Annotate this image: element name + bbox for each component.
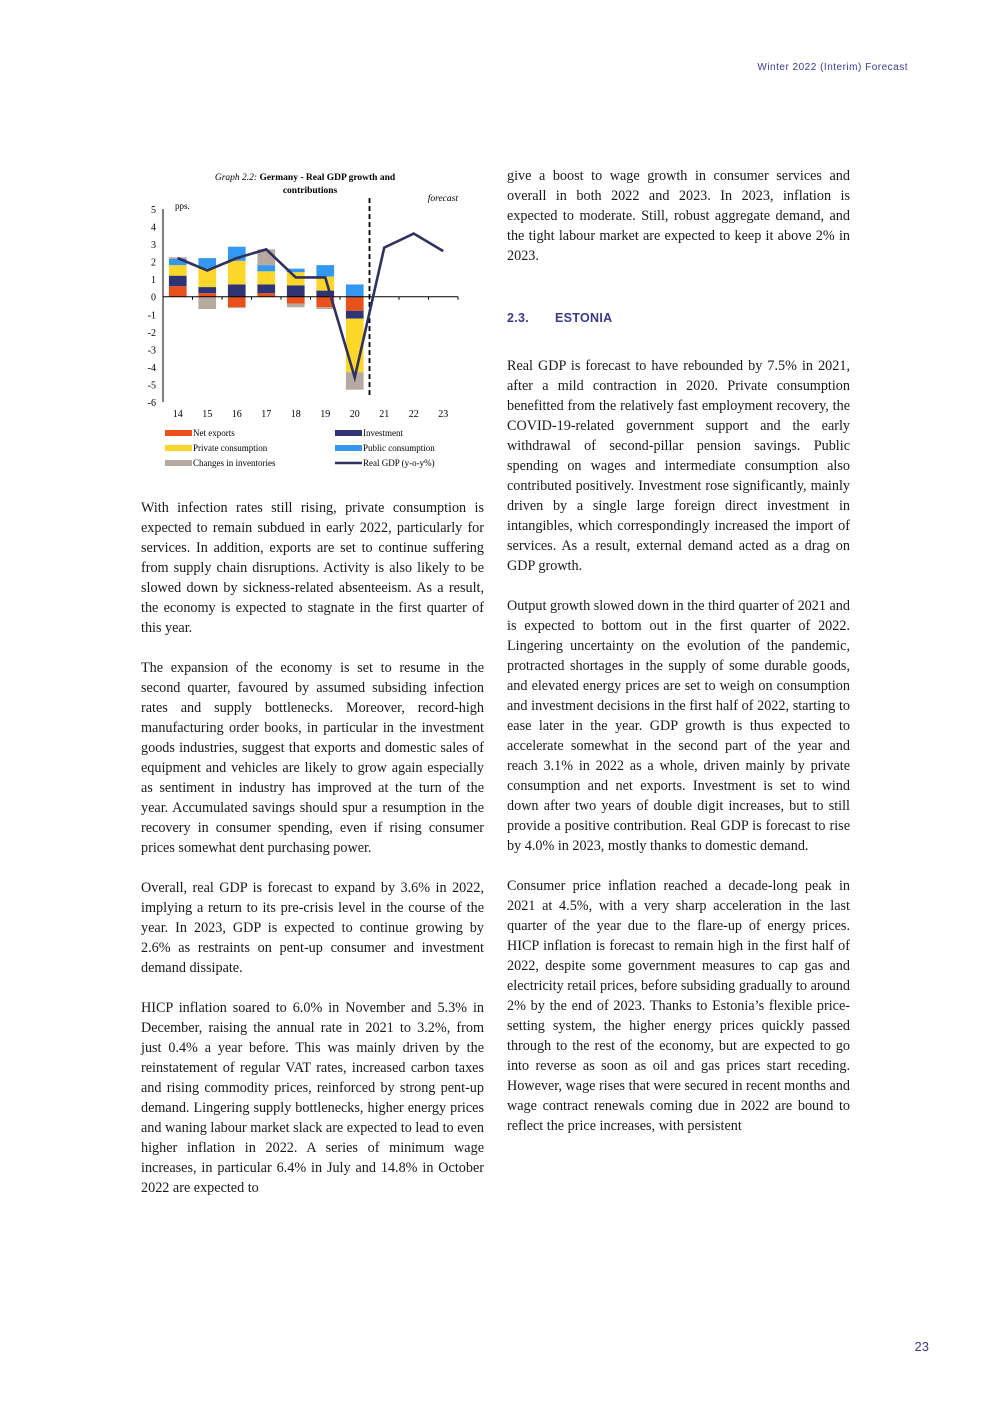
x-tick-label: 23 xyxy=(438,409,449,420)
bar-investment xyxy=(346,311,364,319)
bar-investment xyxy=(257,284,275,293)
bar-investment xyxy=(169,276,187,287)
bar-private-consumption xyxy=(287,272,305,285)
paragraph: The expansion of the economy is set to resume in the second quarter, favoured by assumed subsiding infection rates and supply bottlenecks. Moreover, record-high manufacturing order books, in particular in the investment goods industries, suggest that exports and domestic sales of equipment and vehicles are likely to grow again especially as sentiment in industry has improved at the turn of the year. Accumulated savings should spur a resumption in the recovery in consumer spending, even if rising consumer prices somewhat dent purchasing power. xyxy=(141,660,484,856)
legend-swatch xyxy=(335,430,362,436)
legend-label: Public consumption xyxy=(363,443,435,453)
x-tick-label: 16 xyxy=(231,409,242,420)
y-tick-label: -5 xyxy=(147,380,156,392)
paragraph: give a boost to wage growth in consumer services and overall in both 2022 and 2023. In 2023, inflation is expected to moderate. Still, robust aggregate demand, and the tight labour market are expected to keep it above 2% in 2023. xyxy=(507,168,850,264)
bar-net-exports xyxy=(346,297,364,311)
paragraph: Consumer price inflation reached a decade-long peak in 2021 at 4.5%, with a very sharp acceleration in the last quarter of the year due to the flare-up of energy prices. HICP inflation is forecast to remain high in the first half of 2022, despite some government measures to cap gas and electricity retail prices, before subsiding gradually to around 2% by the end of 2023. Thanks to Estonia’s flexible price-setting system, the higher energy prices quickly passed through to the rest of the economy, but are expected to go into reverse as soon as oil and gas prices start receding. However, wage rises that were secured in recent months and wage contract renewals coming due in 2022 are bound to reflect the price increases, with persistent xyxy=(507,878,850,1134)
legend-label: Real GDP (y-o-y%) xyxy=(363,458,435,468)
bar-investment xyxy=(228,284,246,296)
x-tick-label: 20 xyxy=(349,409,360,420)
bar-changes-in-inventories xyxy=(198,297,216,309)
bar-investment xyxy=(287,285,305,296)
bar-net-exports xyxy=(257,293,275,297)
bar-changes-in-inventories xyxy=(228,307,246,308)
bar-net-exports xyxy=(228,297,246,308)
bar-investment xyxy=(198,287,216,293)
page-number: 23 xyxy=(914,1339,929,1354)
section-number: 2.3. xyxy=(507,311,530,325)
legend-swatch xyxy=(165,445,192,451)
legend-label: Private consumption xyxy=(193,443,268,453)
y-axis-label: pps. xyxy=(175,201,190,211)
legend-label: Investment xyxy=(363,428,403,438)
y-tick-label: 2 xyxy=(151,257,156,269)
real-gdp-line xyxy=(178,234,444,378)
forecast-annotation: forecast xyxy=(427,194,458,204)
legend-label: Net exports xyxy=(193,428,235,438)
y-tick-label: 5 xyxy=(151,205,156,216)
bar-changes-in-inventories xyxy=(316,307,334,309)
x-tick-label: 15 xyxy=(202,409,213,420)
y-tick-label: 0 xyxy=(151,292,156,304)
bar-private-consumption xyxy=(169,265,187,276)
chart-title-line2: contributions xyxy=(282,186,338,196)
bar-public-consumption xyxy=(316,265,334,276)
paragraph: With infection rates still rising, private consumption is expected to remain subdued in early 2022, particularly for services. In addition, exports are set to continue suffering from supply chain disruptions. Activity is also likely to be slowed down by sickness-related absenteeism. As a result, the economy is expected to stagnate in the first quarter of this year. xyxy=(141,500,484,636)
bar-net-exports xyxy=(287,297,305,304)
bar-private-consumption xyxy=(257,271,275,284)
section-heading xyxy=(507,308,850,328)
left-column xyxy=(141,498,484,1218)
legend-swatch xyxy=(165,430,192,436)
y-tick-label: 1 xyxy=(151,275,156,287)
bar-private-consumption xyxy=(228,261,246,285)
y-tick-label: -2 xyxy=(147,327,156,339)
chart-title: Graph 2.2: Germany - Real GDP growth and xyxy=(214,173,396,183)
bar-public-consumption xyxy=(346,284,364,296)
x-tick-label: 17 xyxy=(261,409,272,420)
x-tick-label: 18 xyxy=(290,409,301,420)
paragraph: Real GDP is forecast to have rebounded by 7.5% in 2021, after a mild contraction in 2020. Private consumption benefitted from the relatively fast employment recovery, the COVID-19-related government support and the early withdrawal of second-pillar pension savings. Public spending on wages and intermediate consumption also contributed positively. Investment rose significantly, mainly driven by a single large foreign direct investment in intangibles, which correspondingly increased the import of services. As a result, external demand acted as a drag on GDP growth. xyxy=(507,358,850,574)
x-tick-label: 21 xyxy=(379,409,390,420)
y-tick-label: -1 xyxy=(147,310,156,322)
legend-swatch xyxy=(335,445,362,451)
paragraph: Output growth slowed down in the third quarter of 2021 and is expected to bottom out in the first quarter of 2022. Lingering uncertainty on the evolution of the pandemic, protracted shortages in the supply of some durable goods, and elevated energy prices are set to weigh on consumption and investment decisions in the first half of 2022, starting to ease later in the year. GDP growth is thus expected to accelerate somewhat in the second part of the year and reach 3.1% in 2022 as a whole, driven mainly by private consumption and net exports. Investment is set to wind down after two years of double digit increases, but to still provide a positive contribution. Real GDP is forecast to rise by 4.0% in 2023, mostly thanks to domestic demand. xyxy=(507,598,850,854)
y-tick-label: 3 xyxy=(151,240,156,252)
right-column xyxy=(507,166,850,1156)
y-tick-label: -6 xyxy=(147,398,156,409)
x-tick-label: 19 xyxy=(320,409,331,420)
paragraph: HICP inflation soared to 6.0% in November and 5.3% in December, raising the annual rate in 2021 to 3.2%, from just 0.4% a year before. This was mainly driven by the reinstatement of regular VAT rates, increased carbon taxes and rising commodity prices, reinforced by strong pent-up demand. Lingering supply bottlenecks, higher energy prices and waning labour market slack are expected to lead to even higher inflation in 2022. A series of minimum wage increases, in particular 6.4% in July and 14.8% in October 2022 are expected to xyxy=(141,1000,484,1196)
y-tick-label: 4 xyxy=(151,222,156,234)
section-title: ESTONIA xyxy=(555,311,613,325)
x-tick-label: 22 xyxy=(408,409,419,420)
bar-net-exports xyxy=(169,286,187,297)
legend-label: Changes in inventories xyxy=(193,458,276,468)
y-tick-label: -3 xyxy=(147,345,156,357)
bar-public-consumption xyxy=(257,265,275,271)
legend-swatch xyxy=(165,460,192,466)
paragraph: Overall, real GDP is forecast to expand by 3.6% in 2022, implying a return to its pre-crisis level in the course of the year. In 2023, GDP is expected to continue growing by 2.6% as restraints on pent-up consumer and investment demand dissipate. xyxy=(141,880,484,976)
x-tick-label: 14 xyxy=(172,409,183,420)
running-header: Winter 2022 (Interim) Forecast xyxy=(757,62,908,73)
gdp-contributions-chart xyxy=(140,165,470,475)
bar-net-exports xyxy=(198,293,216,297)
bar-changes-in-inventories xyxy=(287,304,305,308)
y-tick-label: -4 xyxy=(147,362,156,374)
